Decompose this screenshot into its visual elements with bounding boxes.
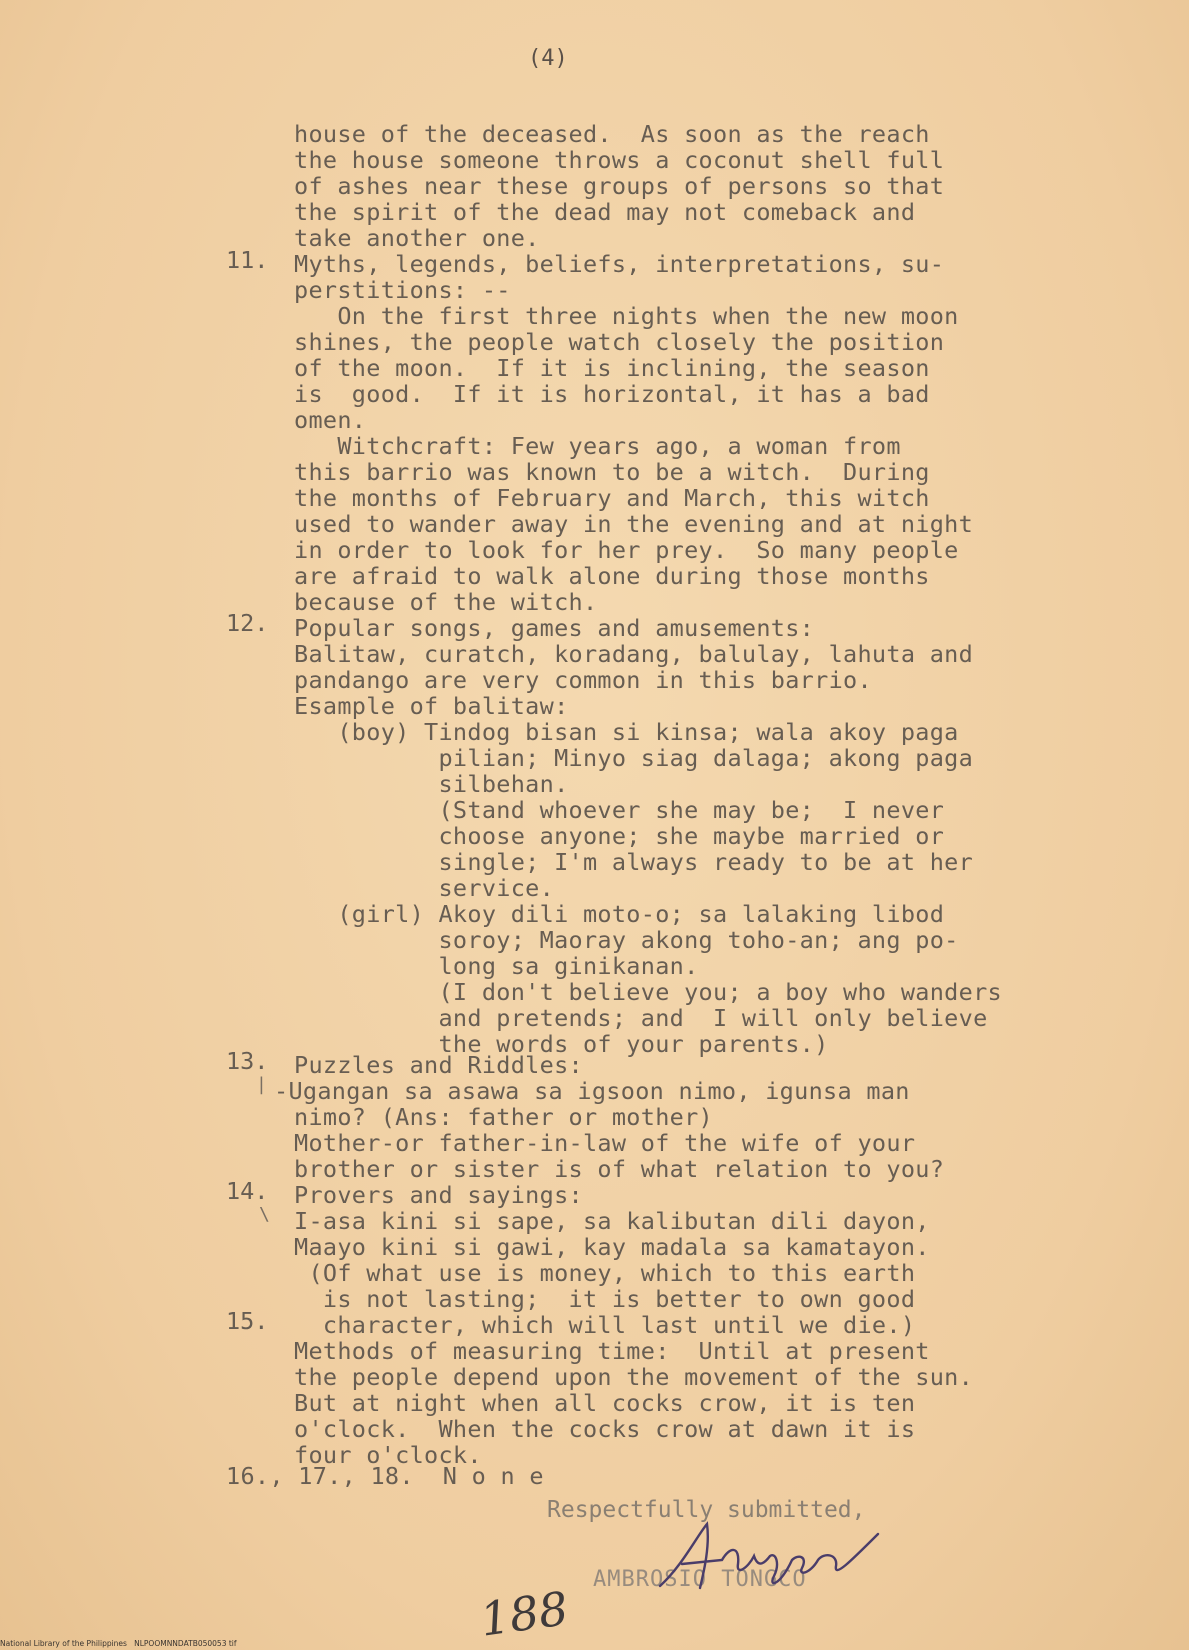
text-line: of the moon. If it is inclining, the season <box>294 354 930 382</box>
text-line: because of the witch. <box>294 588 598 616</box>
text-line: pandango are very common in this barrio. <box>294 666 872 694</box>
margin-tick-mark: | <box>256 1074 267 1095</box>
typed-signatory-name: AMBROSIO TONGCO <box>593 1567 807 1592</box>
text-line: o'clock. When the cocks crow at dawn it is <box>294 1415 916 1443</box>
text-line: this barrio was known to be a witch. During <box>294 458 930 486</box>
text-line: (I don't believe you; a boy who wanders <box>294 978 1002 1006</box>
text-line: four o'clock. <box>294 1441 482 1469</box>
text-line: nimo? (Ans: father or mother) <box>294 1103 713 1131</box>
pencil-page-number <box>476 1573 572 1647</box>
text-line: soroy; Maoray akong toho-an; ang po- <box>294 926 959 954</box>
margin-tick-mark: \ <box>259 1204 270 1225</box>
text-line: omen. <box>294 406 367 434</box>
text-line: are afraid to walk alone during those months <box>294 562 930 590</box>
text-line: shines, the people watch closely the position <box>294 328 945 356</box>
text-line: Methods of measuring time: Until at present <box>294 1337 930 1365</box>
text-line: (girl) Akoy dili moto-o; sa lalaking libod <box>294 900 945 928</box>
text-line: Mother-or father-in-law of the wife of your <box>294 1129 916 1157</box>
text-line: and pretends; and I will only believe <box>294 1004 988 1032</box>
text-line: in order to look for her prey. So many people <box>294 536 959 564</box>
item-number-14: 14. <box>226 1177 269 1205</box>
text-line: used to wander away in the evening and at night <box>294 510 974 538</box>
text-line: the people depend upon the movement of the sun. <box>294 1363 974 1391</box>
text-line: character, which will last until we die.) <box>294 1311 916 1339</box>
text-line: perstitions: -- <box>294 276 511 304</box>
text-line: (boy) Tindog bisan si kinsa; wala akoy paga <box>294 718 959 746</box>
closing-salutation: Respectfully submitted, <box>547 1497 866 1523</box>
text-line: choose anyone; she maybe married or <box>294 822 945 850</box>
text-line: (Stand whoever she may be; I never <box>294 796 945 824</box>
text-line: the spirit of the dead may not comeback and <box>294 198 916 226</box>
text-line: is good. If it is horizontal, it has a bad <box>294 380 930 408</box>
text-line: Balitaw, curatch, koradang, balulay, lahuta and <box>294 640 974 668</box>
text-line: the months of February and March, this witch <box>294 484 930 512</box>
page-number: (4) <box>528 46 568 71</box>
text-line: the words of your parents.) <box>294 1030 829 1058</box>
text-line: On the first three nights when the new moon <box>294 302 959 330</box>
text-line: service. <box>294 874 555 902</box>
text-line: take another one. <box>294 224 540 252</box>
item-number-11: 11. <box>226 246 269 274</box>
text-line: -Ugangan sa asawa sa igsoon nimo, igunsa man <box>274 1077 910 1105</box>
pencil-note-text: 188 <box>476 1581 572 1647</box>
item-number-13: 13. <box>226 1047 269 1075</box>
text-line: (Of what use is money, which to this earth <box>294 1259 916 1287</box>
text-line: single; I'm always ready to be at her <box>294 848 974 876</box>
archive-footer: National Library of the Philippines NLPOOMNNDATB050053 tif <box>0 1639 237 1648</box>
text-line: house of the deceased. As soon as the reach <box>294 120 930 148</box>
text-line: But at night when all cocks crow, it is ten <box>294 1389 916 1417</box>
text-line: is not lasting; it is better to own good <box>294 1285 916 1313</box>
handwritten-signature-icon <box>652 1516 882 1601</box>
text-line: Puzzles and Riddles: <box>294 1051 583 1079</box>
item-number-15: 15. <box>226 1307 269 1335</box>
text-line: 16., 17., 18. N o n e <box>226 1462 544 1490</box>
text-line: silbehan. <box>294 770 569 798</box>
text-line: Witchcraft: Few years ago, a woman from <box>294 432 901 460</box>
text-line: Maayo kini si gawi, kay madala sa kamatayon. <box>294 1233 930 1261</box>
text-line: of ashes near these groups of persons so that <box>294 172 945 200</box>
text-line: Popular songs, games and amusements: <box>294 614 815 642</box>
text-line: brother or sister is of what relation to you? <box>294 1155 945 1183</box>
text-line: the house someone throws a coconut shell full <box>294 146 945 174</box>
text-line: I-asa kini si sape, sa kalibutan dili dayon, <box>294 1207 930 1235</box>
text-line: pilian; Minyo siag dalaga; akong paga <box>294 744 974 772</box>
item-number-12: 12. <box>226 609 269 637</box>
text-line: Esample of balitaw: <box>294 692 569 720</box>
text-line: long sa ginikanan. <box>294 952 699 980</box>
text-line: Provers and sayings: <box>294 1181 583 1209</box>
text-line: Myths, legends, beliefs, interpretations, su- <box>294 250 945 278</box>
